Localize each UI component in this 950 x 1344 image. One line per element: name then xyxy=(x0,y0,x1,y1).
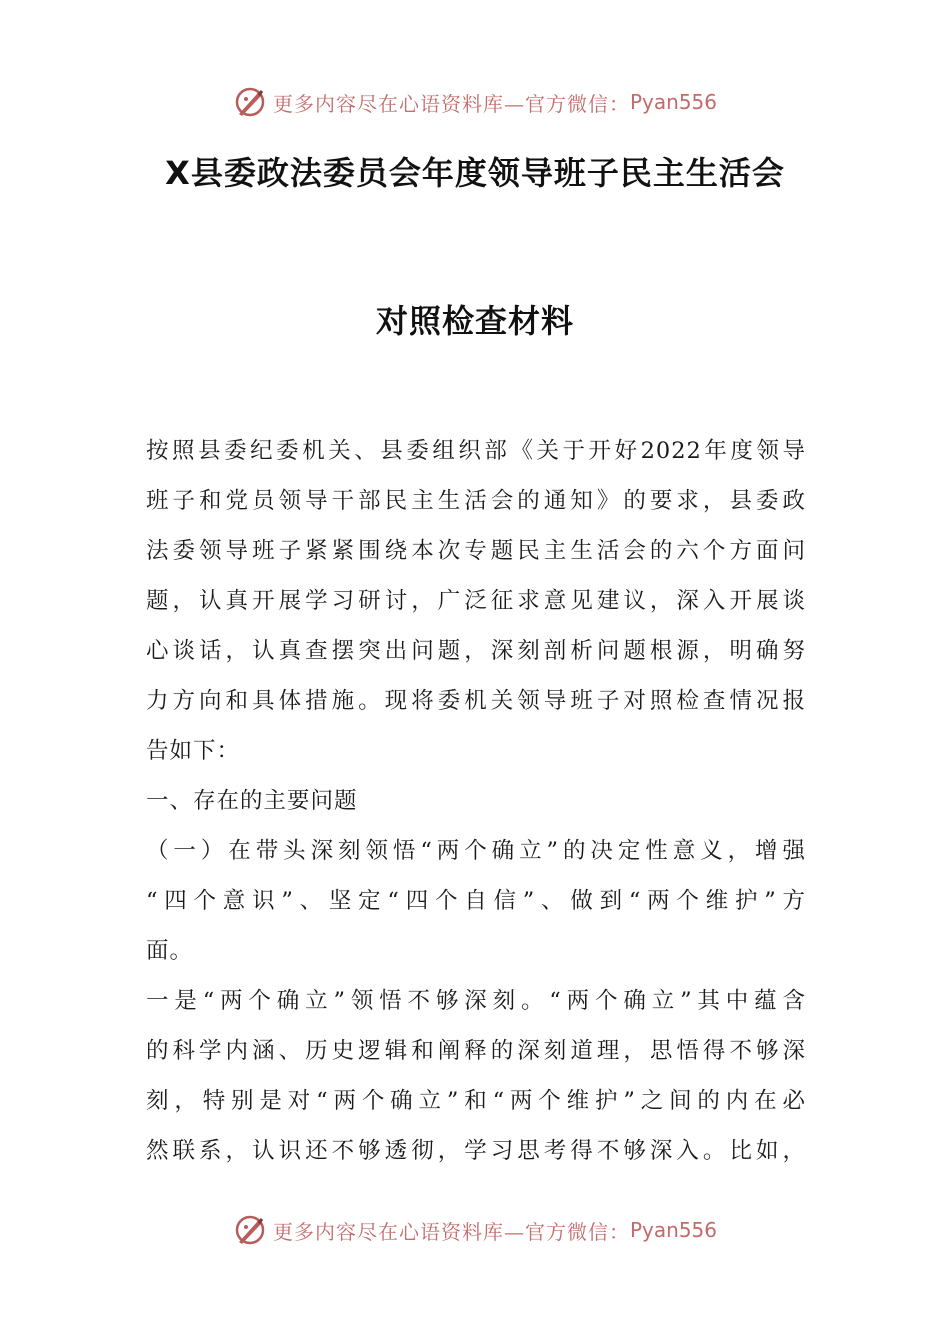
document-title-line-1: X县委政法委员会年度领导班子民主生活会 xyxy=(165,154,785,192)
document-title-line-2: 对照检查材料 xyxy=(375,302,574,340)
body-line: 刻，特别是对“两个确立”和“两个维护”之间的内在必 xyxy=(146,1088,806,1114)
body-line: 力方向和具体措施。现将委机关领导班子对照检查情况报 xyxy=(146,688,806,714)
watermark-header xyxy=(0,82,950,122)
body-line: 按照县委纪委机关、县委组织部《关于开好2022年度领导 xyxy=(146,438,806,464)
subsection-heading: “四个意识”、坚定“四个自信”、做到“两个维护”方 xyxy=(146,888,806,914)
subsection-heading: （一）在带头深刻领悟“两个确立”的决定性意义，增强 xyxy=(146,838,806,864)
watermark-text: 更多内容尽在心语资料库—官方微信： xyxy=(272,1219,630,1244)
body-line: 心谈话，认真查摆突出问题，深刻剖析问题根源，明确努 xyxy=(146,638,806,664)
body-line: 的科学内涵、历史逻辑和阐释的深刻道理，思悟得不够深 xyxy=(146,1038,806,1064)
subsection-heading: 面。 xyxy=(146,938,194,964)
pen-logo-icon xyxy=(233,1213,267,1247)
body-line: 告如下： xyxy=(146,738,241,764)
watermark-footer xyxy=(0,1210,950,1250)
watermark-wechat-id: Pyan556 xyxy=(629,1218,717,1242)
body-line: 然联系，认识还不够透彻，学习思考得不够深入。比如， xyxy=(146,1138,806,1164)
pen-logo-icon xyxy=(233,85,267,119)
body-line: 法委领导班子紧紧围绕本次专题民主生活会的六个方面问 xyxy=(146,538,806,564)
document-body xyxy=(146,426,806,1176)
body-line: 一是“两个确立”领悟不够深刻。“两个确立”其中蕴含 xyxy=(146,988,806,1014)
body-line: 班子和党员领导干部民主生活会的通知》的要求，县委政 xyxy=(146,488,806,514)
watermark-wechat-id: Pyan556 xyxy=(629,90,717,114)
section-heading: 一、存在的主要问题 xyxy=(146,788,358,814)
body-line: 题，认真开展学习研讨，广泛征求意见建议，深入开展谈 xyxy=(146,588,806,614)
watermark-text: 更多内容尽在心语资料库—官方微信： xyxy=(272,91,630,116)
